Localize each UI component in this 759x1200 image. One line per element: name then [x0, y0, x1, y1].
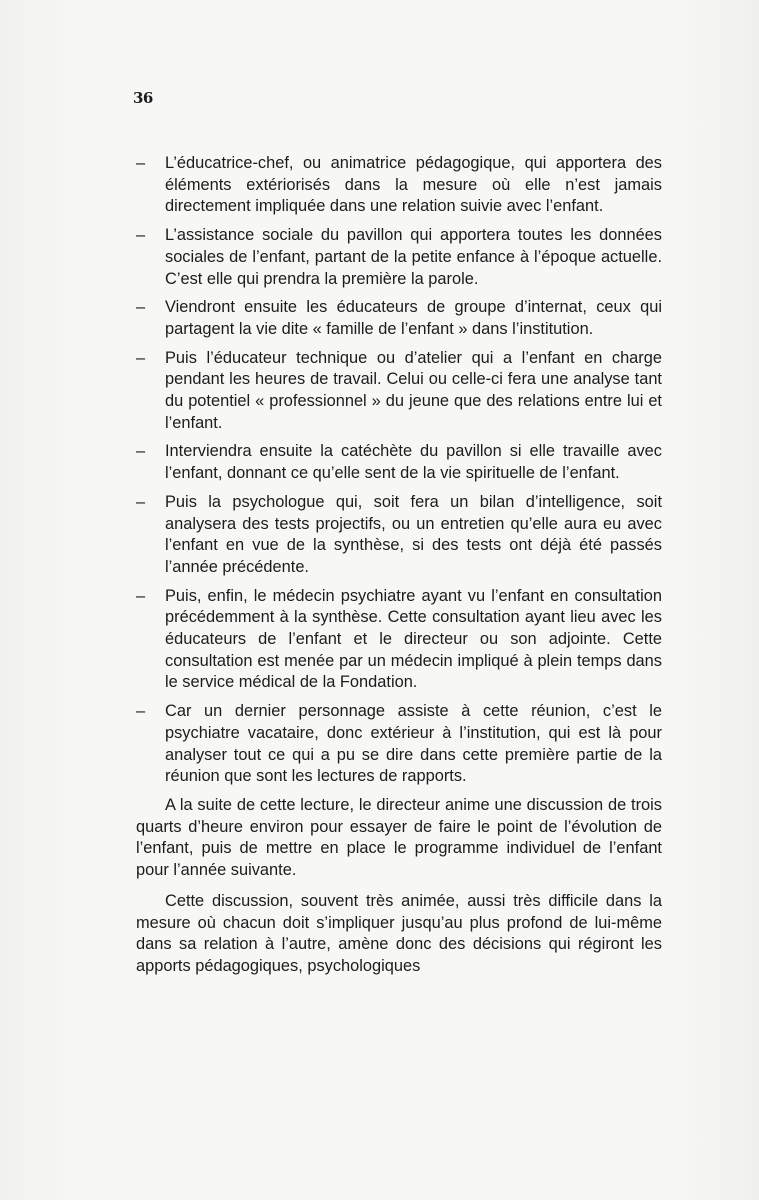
list-bullet: –	[136, 492, 146, 511]
list-item	[136, 492, 662, 579]
list-item	[136, 153, 662, 218]
list-item-text: Puis l’éducateur technique ou d’atelier qui a l’enfant en charge pendant les heures de travail. Celui ou celle-ci fera une analyse tant du potentiel « professionnel » du jeune que des relations entre lui et l’enfant.	[165, 348, 662, 432]
list-bullet: –	[136, 442, 146, 461]
list-item	[136, 225, 662, 290]
list-item-text: Viendront ensuite les éducateurs de groupe d’internat, ceux qui partagent la vie dite « famille de l’enfant » dans l’institution.	[165, 298, 662, 338]
list-item-text: Car un dernier personnage assiste à cette réunion, c’est le psychiatre vacataire, donc extérieur à l’institution, qui est là pour analyser tout ce qui a pu se dire dans cette première partie de la réunion que sont les lectures de rapports.	[165, 702, 662, 786]
list-item	[136, 441, 662, 484]
list-item-text: L’assistance sociale du pavillon qui apportera toutes les données sociales de l’enfant, partant de la petite enfance à l’époque actuelle. C’est elle qui prendra la première la parole.	[165, 226, 662, 288]
list-item-text: Puis la psychologue qui, soit fera un bilan d’intelligence, soit analysera des tests projectifs, ou un entretien qu’elle aura eu avec l’enfant en vue de la synthèse, si des tests ont déjà été passés l’année précédente.	[165, 492, 662, 576]
list-bullet: –	[136, 154, 146, 172]
list-item-text: Puis, enfin, le médecin psychiatre ayant vu l’enfant en consultation précédemment à la synthèse. Cette consultation ayant lieu avec les éducateurs de l’enfant et le directeur ou son adjointe. Cette consultation est menée par un médecin impliqué à plein temps dans le service médical de la Fondation.	[165, 586, 662, 692]
list-bullet: –	[136, 586, 146, 605]
list-bullet: –	[136, 226, 146, 245]
body-paragraph: Cette discussion, souvent très animée, aussi très difficile dans la mesure où chacun doit s’impliquer jusqu’au plus profond de lui-même dans sa relation à l’autre, amène donc des décisions qui régiront les apports pédagogiques, psychologiques	[136, 891, 662, 975]
list-item	[136, 297, 662, 340]
list-item-text: Interviendra ensuite la catéchète du pavillon si elle travaille avec l’enfant, donnant ce qu’elle sent de la vie spirituelle de l’enfant.	[165, 442, 662, 483]
list-item	[136, 348, 662, 435]
page-number: 36	[133, 89, 153, 107]
text-column	[136, 153, 662, 978]
list-item-text: L’éducatrice-chef, ou animatrice pédagogique, qui apportera des éléments extériorisés dans la mesure où elle n’est jamais directement impliquée dans une relation suivie avec l’enfant.	[165, 154, 662, 216]
list-bullet: –	[136, 298, 146, 317]
list-item	[136, 701, 662, 788]
list-item	[136, 586, 662, 695]
body-paragraph: A la suite de cette lecture, le directeur anime une discussion de trois quarts d’heure environ pour essayer de faire le point de l’évolution de l’enfant, puis de mettre en place le programme individuel de l’enfant pour l’année suivante.	[136, 795, 662, 880]
list-bullet: –	[136, 348, 146, 367]
list-bullet: –	[136, 702, 146, 721]
